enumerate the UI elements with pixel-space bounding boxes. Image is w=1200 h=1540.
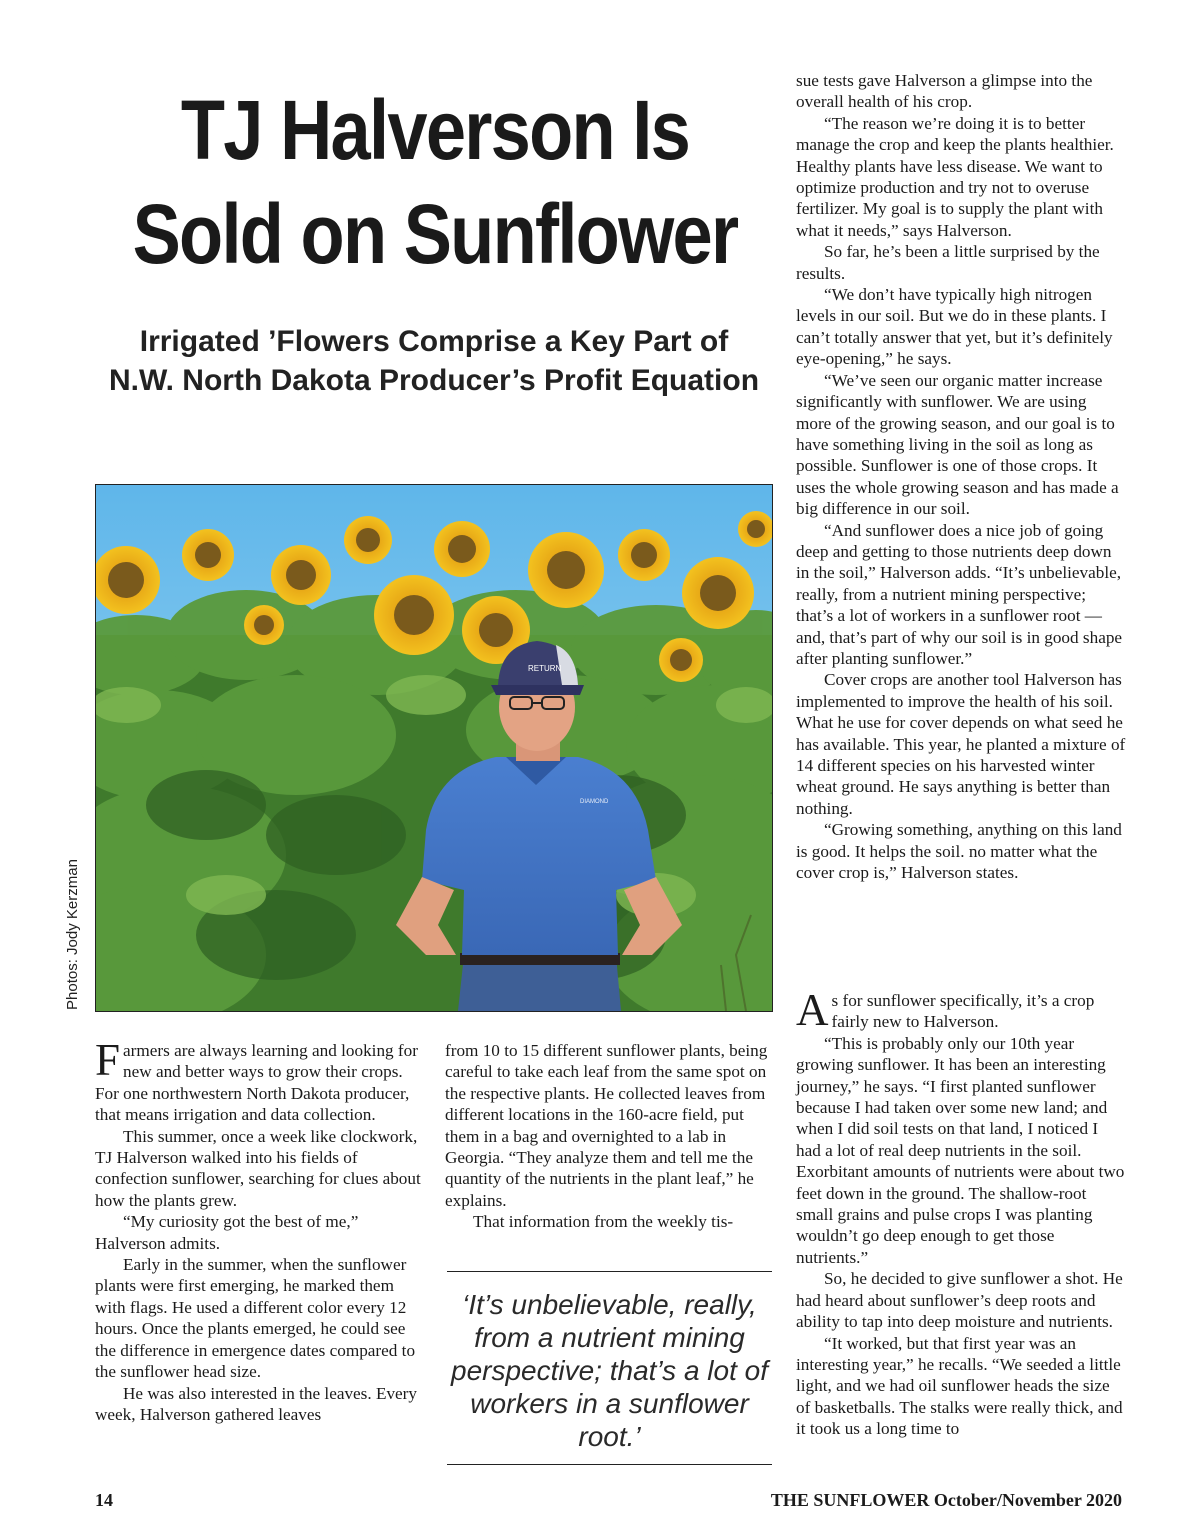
paragraph: “My curiosity got the best of me,” Halverson admits. xyxy=(95,1212,359,1253)
body-column-3 xyxy=(796,70,1126,883)
paragraph: “We’ve seen our organic matter increase significantly with sunflower. We are using more of the growing season, and our goal is to have something living in the soil as long as possible. Sunflower is one of those crops. It uses the whole growing season and has made a big difference in our soil. xyxy=(796,370,1119,519)
paragraph: So far, he’s been a little surprised by the results. xyxy=(796,242,1100,283)
body-column-3-section-2 xyxy=(796,985,1126,1440)
paragraph: This summer, once a week like clockwork, TJ Halverson walked into his fields of confection sunflower, searching for clues about how the plants grew. xyxy=(95,1126,421,1210)
headline-line-1: TJ Halverson Is xyxy=(180,83,690,177)
body-column-2 xyxy=(445,1040,775,1233)
paragraph: “And sunflower does a nice job of going deep and getting to those nutrients deep down in the soil,” Halverson adds. “It’s unbelievable, really, from a nutrient mining perspective; that’s a lot of workers in a sunflower root — and, that’s part of why our soil is in good shape after planting sunflower.” xyxy=(796,520,1123,668)
paragraph: “We don’t have typically high nitrogen levels in our soil. But we do in these plants. I can’t totally answer that yet, but it’s definitely eye-opening,” he says. xyxy=(796,285,1113,369)
subheadline-line-2: N.W. North Dakota Producer’s Profit Equation xyxy=(108,364,760,397)
pull-quote: ‘It’s unbelievable, really, from a nutrient mining perspective; that’s a lot of workers in a sunflower root.’ xyxy=(451,1289,768,1452)
subheadline-line-1: Irrigated ’Flowers Comprise a Key Part of xyxy=(139,325,729,358)
shirt-logo-text: DIAMOND xyxy=(580,799,609,805)
body-column-1 xyxy=(95,1035,425,1425)
paragraph: s for sunflower specifically, it’s a crop fairly new to Halverson. xyxy=(831,991,1095,1032)
magazine-footer: THE SUNFLOWER October/November 2020 xyxy=(770,1490,1122,1510)
paragraph: He was also interested in the leaves. Every week, Halverson gathered leaves xyxy=(95,1383,417,1424)
pull-quote-box xyxy=(447,1271,772,1465)
paragraph: from 10 to 15 different sunflower plants, being careful to take each leaf from the same spot on the respective plants. He collected leaves from different locations in the 160-acre field, put them in a bag and overnighted to a lab in Georgia. “They analyze them and tell me the quantity of the nutrients in the plant leaf,” he explains. xyxy=(445,1041,768,1210)
paragraph: Early in the summer, when the sunflower plants were first emerging, he marked them with flags. He used a different color every 12 hours. Once the plants emerged, he could see the difference in emergence dates compared to the sunflower head size. xyxy=(95,1255,416,1382)
headline-line-2: Sold on Sunflower xyxy=(132,187,738,281)
headline xyxy=(130,78,741,286)
subheadline xyxy=(96,322,772,400)
cap-logo-text: RETURN xyxy=(528,664,562,673)
paragraph: armers are always learning and looking for new and better ways to grow their crops. For one northwestern North Dakota producer, that means irrigation and data collection. xyxy=(95,1041,418,1125)
paragraph: “It worked, but that first year was an interesting year,” he recalls. “We seeded a little light, and we had oil sunflower heads the size of basketballs. The stalks were really thick, and it took us a long time to xyxy=(796,1333,1123,1439)
page-number: 14 xyxy=(95,1490,113,1510)
paragraph: “This is probably only our 10th year growing sunflower. It has been an interesting journey,” he says. “I first planted sunflower because I had taken over some new land; and when I did soil tests on that land, I noticed I had a lot of real deep nutrients in the soil. Exorbitant amounts of nutrients were about two feet down in the ground. The shallow-root small grains and pulse crops I was planting wouldn’t go deep enough to get those nutrients.” xyxy=(796,1033,1125,1267)
paragraph: “The reason we’re doing it is to better manage the crop and keep the plants healthier. Healthy plants have less disease. We want to optimize production and try not to overuse fertilizer. My goal is to supply the plant with what it needs,” says Halverson. xyxy=(796,113,1114,240)
photo-farmer-in-sunflower-field xyxy=(95,484,773,1012)
photo-credit: Photos: Jody Kerzman xyxy=(64,859,81,1010)
drop-cap: F xyxy=(95,1035,121,1085)
paragraph: sue tests gave Halverson a glimpse into the overall health of his crop. xyxy=(796,71,1093,112)
paragraph: Cover crops are another tool Halverson has implemented to improve the health of his soil. What he use for cover depends on what seed he has available. This year, he planted a mixture of 14 different species on his harvested winter wheat ground. He says anything is better than nothing. xyxy=(796,670,1126,818)
paragraph: So, he decided to give sunflower a shot. He had heard about sunflower’s deep roots and ability to tap into deep moisture and nutrients. xyxy=(796,1269,1123,1332)
paragraph: That information from the weekly tis- xyxy=(473,1212,734,1232)
paragraph: “Growing something, anything on this land is good. It helps the soil. no matter what the cover crop is,” Halverson states. xyxy=(796,820,1122,883)
drop-cap: A xyxy=(796,985,829,1035)
